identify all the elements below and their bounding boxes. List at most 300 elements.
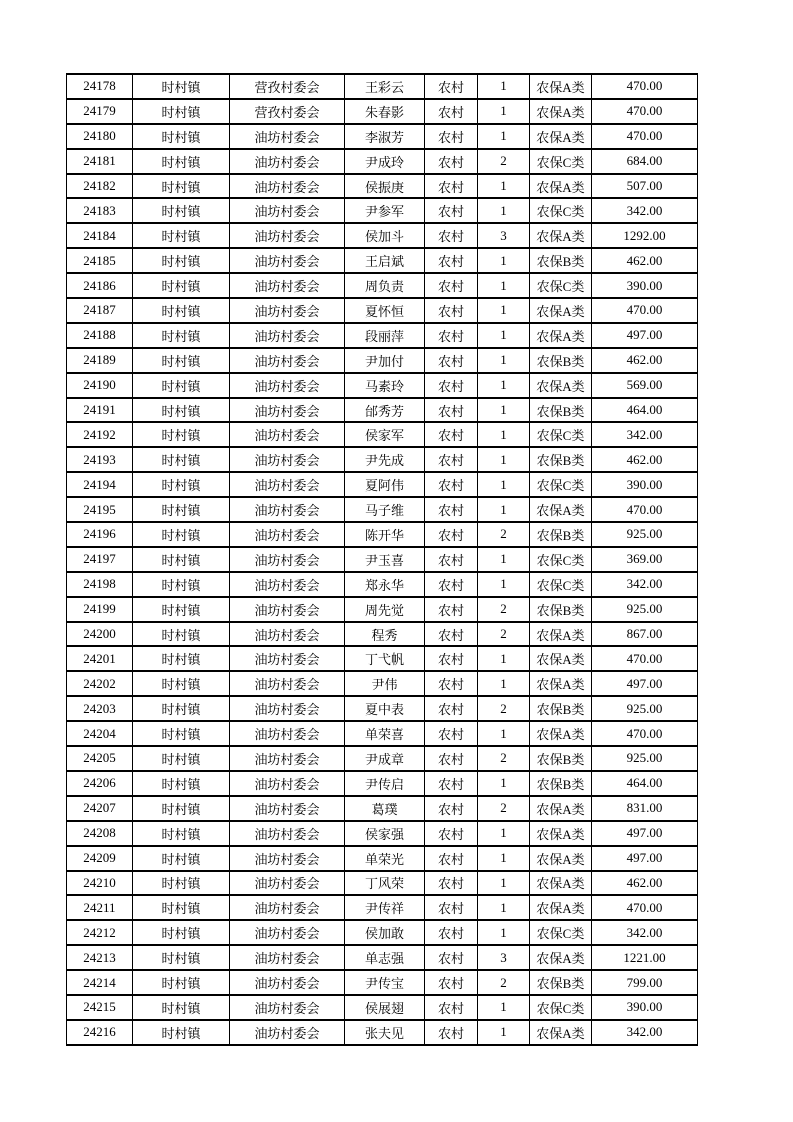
cell-person-count: 1: [478, 398, 530, 423]
table-row: [67, 572, 698, 597]
cell-amount: 390.00: [592, 273, 698, 298]
cell-village-committee: 油坊村委会: [230, 671, 345, 696]
cell-record-id: 24204: [67, 721, 133, 746]
cell-record-id: 24212: [67, 920, 133, 945]
cell-residence-type: 农村: [425, 771, 478, 796]
cell-insurance-category: 农保A类: [530, 497, 592, 522]
cell-town: 时村镇: [133, 572, 230, 597]
cell-village-committee: 营孜村委会: [230, 74, 345, 99]
cell-record-id: 24190: [67, 373, 133, 398]
cell-village-committee: 油坊村委会: [230, 846, 345, 871]
cell-town: 时村镇: [133, 1020, 230, 1045]
cell-town: 时村镇: [133, 74, 230, 99]
table-row: [67, 871, 698, 896]
cell-village-committee: 油坊村委会: [230, 597, 345, 622]
cell-insurance-category: 农保C类: [530, 422, 592, 447]
cell-record-id: 24195: [67, 497, 133, 522]
cell-record-id: 24211: [67, 895, 133, 920]
cell-insurance-category: 农保A类: [530, 174, 592, 199]
cell-town: 时村镇: [133, 198, 230, 223]
cell-town: 时村镇: [133, 547, 230, 572]
cell-insurance-category: 农保A类: [530, 99, 592, 124]
cell-amount: 342.00: [592, 572, 698, 597]
cell-insurance-category: 农保A类: [530, 223, 592, 248]
cell-village-committee: 油坊村委会: [230, 696, 345, 721]
cell-amount: 925.00: [592, 746, 698, 771]
cell-amount: 925.00: [592, 597, 698, 622]
cell-person-count: 1: [478, 472, 530, 497]
cell-amount: 342.00: [592, 920, 698, 945]
cell-record-id: 24202: [67, 671, 133, 696]
cell-amount: 342.00: [592, 198, 698, 223]
table-row: [67, 497, 698, 522]
cell-town: 时村镇: [133, 746, 230, 771]
cell-town: 时村镇: [133, 223, 230, 248]
cell-village-committee: 油坊村委会: [230, 622, 345, 647]
cell-person-count: 1: [478, 895, 530, 920]
table-row: [67, 696, 698, 721]
cell-village-committee: 油坊村委会: [230, 223, 345, 248]
cell-person-count: 3: [478, 223, 530, 248]
cell-record-id: 24184: [67, 223, 133, 248]
cell-village-committee: 油坊村委会: [230, 174, 345, 199]
cell-person-name: 张夫见: [345, 1020, 425, 1045]
cell-record-id: 24209: [67, 846, 133, 871]
cell-village-committee: 油坊村委会: [230, 895, 345, 920]
table-row: [67, 298, 698, 323]
cell-person-count: 2: [478, 696, 530, 721]
cell-village-committee: 油坊村委会: [230, 945, 345, 970]
cell-village-committee: 油坊村委会: [230, 248, 345, 273]
cell-town: 时村镇: [133, 348, 230, 373]
cell-residence-type: 农村: [425, 597, 478, 622]
cell-record-id: 24185: [67, 248, 133, 273]
cell-town: 时村镇: [133, 597, 230, 622]
cell-person-count: 1: [478, 248, 530, 273]
cell-insurance-category: 农保B类: [530, 348, 592, 373]
cell-town: 时村镇: [133, 696, 230, 721]
cell-town: 时村镇: [133, 447, 230, 472]
cell-amount: 462.00: [592, 447, 698, 472]
cell-person-name: 朱春影: [345, 99, 425, 124]
cell-insurance-category: 农保C类: [530, 547, 592, 572]
cell-amount: 799.00: [592, 970, 698, 995]
cell-record-id: 24191: [67, 398, 133, 423]
cell-amount: 867.00: [592, 622, 698, 647]
cell-village-committee: 油坊村委会: [230, 348, 345, 373]
cell-village-committee: 油坊村委会: [230, 273, 345, 298]
table-row: [67, 597, 698, 622]
cell-amount: 390.00: [592, 472, 698, 497]
cell-residence-type: 农村: [425, 622, 478, 647]
table-row: [67, 746, 698, 771]
table-row: [67, 945, 698, 970]
cell-record-id: 24198: [67, 572, 133, 597]
cell-amount: 464.00: [592, 398, 698, 423]
cell-residence-type: 农村: [425, 348, 478, 373]
cell-insurance-category: 农保B类: [530, 746, 592, 771]
cell-amount: 497.00: [592, 671, 698, 696]
table-row: [67, 99, 698, 124]
cell-person-name: 尹加付: [345, 348, 425, 373]
table-row: [67, 970, 698, 995]
cell-record-id: 24200: [67, 622, 133, 647]
cell-insurance-category: 农保A类: [530, 124, 592, 149]
cell-insurance-category: 农保A类: [530, 671, 592, 696]
cell-town: 时村镇: [133, 522, 230, 547]
cell-person-count: 2: [478, 149, 530, 174]
cell-insurance-category: 农保C类: [530, 920, 592, 945]
cell-village-committee: 油坊村委会: [230, 497, 345, 522]
cell-residence-type: 农村: [425, 746, 478, 771]
cell-person-count: 1: [478, 920, 530, 945]
cell-town: 时村镇: [133, 174, 230, 199]
cell-village-committee: 油坊村委会: [230, 398, 345, 423]
table-row: [67, 398, 698, 423]
cell-person-count: 1: [478, 373, 530, 398]
cell-insurance-category: 农保A类: [530, 945, 592, 970]
cell-record-id: 24207: [67, 796, 133, 821]
cell-insurance-category: 农保B类: [530, 597, 592, 622]
table-row: [67, 124, 698, 149]
table-row: [67, 373, 698, 398]
cell-residence-type: 农村: [425, 149, 478, 174]
cell-person-count: 1: [478, 198, 530, 223]
cell-insurance-category: 农保A类: [530, 821, 592, 846]
cell-village-committee: 油坊村委会: [230, 821, 345, 846]
cell-person-count: 2: [478, 597, 530, 622]
cell-town: 时村镇: [133, 646, 230, 671]
cell-residence-type: 农村: [425, 920, 478, 945]
cell-village-committee: 油坊村委会: [230, 646, 345, 671]
cell-village-committee: 油坊村委会: [230, 547, 345, 572]
cell-amount: 684.00: [592, 149, 698, 174]
cell-record-id: 24214: [67, 970, 133, 995]
cell-person-count: 1: [478, 447, 530, 472]
cell-record-id: 24192: [67, 422, 133, 447]
cell-town: 时村镇: [133, 622, 230, 647]
cell-person-count: 1: [478, 846, 530, 871]
cell-person-name: 李淑芳: [345, 124, 425, 149]
cell-record-id: 24186: [67, 273, 133, 298]
cell-town: 时村镇: [133, 248, 230, 273]
cell-residence-type: 农村: [425, 895, 478, 920]
table-row: [67, 74, 698, 99]
table-row: [67, 323, 698, 348]
cell-town: 时村镇: [133, 149, 230, 174]
cell-person-count: 2: [478, 970, 530, 995]
cell-insurance-category: 农保A类: [530, 871, 592, 896]
cell-person-name: 单荣喜: [345, 721, 425, 746]
cell-insurance-category: 农保C类: [530, 273, 592, 298]
cell-town: 时村镇: [133, 721, 230, 746]
cell-person-name: 夏中表: [345, 696, 425, 721]
cell-record-id: 24179: [67, 99, 133, 124]
cell-person-name: 丁风荣: [345, 871, 425, 896]
cell-residence-type: 农村: [425, 298, 478, 323]
table-row: [67, 348, 698, 373]
cell-record-id: 24216: [67, 1020, 133, 1045]
cell-amount: 470.00: [592, 99, 698, 124]
cell-record-id: 24208: [67, 821, 133, 846]
cell-record-id: 24178: [67, 74, 133, 99]
records-table: [66, 73, 698, 1046]
cell-person-count: 1: [478, 871, 530, 896]
cell-amount: 464.00: [592, 771, 698, 796]
cell-person-count: 1: [478, 273, 530, 298]
cell-village-committee: 油坊村委会: [230, 920, 345, 945]
cell-person-count: 1: [478, 422, 530, 447]
cell-residence-type: 农村: [425, 547, 478, 572]
cell-insurance-category: 农保C类: [530, 472, 592, 497]
cell-amount: 470.00: [592, 895, 698, 920]
cell-record-id: 24180: [67, 124, 133, 149]
table-row: [67, 796, 698, 821]
cell-amount: 462.00: [592, 248, 698, 273]
cell-record-id: 24189: [67, 348, 133, 373]
cell-town: 时村镇: [133, 124, 230, 149]
cell-town: 时村镇: [133, 920, 230, 945]
table-row: [67, 248, 698, 273]
cell-residence-type: 农村: [425, 846, 478, 871]
cell-town: 时村镇: [133, 671, 230, 696]
cell-village-committee: 油坊村委会: [230, 124, 345, 149]
cell-record-id: 24183: [67, 198, 133, 223]
cell-person-count: 1: [478, 74, 530, 99]
cell-amount: 497.00: [592, 323, 698, 348]
cell-amount: 1221.00: [592, 945, 698, 970]
cell-person-name: 尹传祥: [345, 895, 425, 920]
cell-person-name: 邰秀芳: [345, 398, 425, 423]
cell-amount: 569.00: [592, 373, 698, 398]
cell-person-count: 2: [478, 522, 530, 547]
cell-village-committee: 油坊村委会: [230, 746, 345, 771]
cell-person-count: 1: [478, 348, 530, 373]
cell-residence-type: 农村: [425, 721, 478, 746]
cell-record-id: 24187: [67, 298, 133, 323]
cell-town: 时村镇: [133, 970, 230, 995]
cell-residence-type: 农村: [425, 174, 478, 199]
cell-person-name: 尹玉喜: [345, 547, 425, 572]
table-row: [67, 821, 698, 846]
table-row: [67, 547, 698, 572]
cell-amount: 342.00: [592, 422, 698, 447]
cell-town: 时村镇: [133, 871, 230, 896]
cell-insurance-category: 农保B类: [530, 522, 592, 547]
cell-residence-type: 农村: [425, 124, 478, 149]
cell-record-id: 24206: [67, 771, 133, 796]
cell-person-name: 尹传宝: [345, 970, 425, 995]
cell-residence-type: 农村: [425, 447, 478, 472]
cell-amount: 369.00: [592, 547, 698, 572]
cell-town: 时村镇: [133, 373, 230, 398]
table-row: [67, 447, 698, 472]
cell-residence-type: 农村: [425, 373, 478, 398]
cell-residence-type: 农村: [425, 422, 478, 447]
cell-town: 时村镇: [133, 298, 230, 323]
cell-residence-type: 农村: [425, 696, 478, 721]
cell-person-name: 郑永华: [345, 572, 425, 597]
cell-record-id: 24194: [67, 472, 133, 497]
cell-insurance-category: 农保A类: [530, 646, 592, 671]
cell-amount: 1292.00: [592, 223, 698, 248]
cell-insurance-category: 农保B类: [530, 970, 592, 995]
cell-village-committee: 油坊村委会: [230, 871, 345, 896]
cell-village-committee: 油坊村委会: [230, 771, 345, 796]
cell-town: 时村镇: [133, 821, 230, 846]
cell-amount: 470.00: [592, 497, 698, 522]
cell-village-committee: 油坊村委会: [230, 472, 345, 497]
cell-residence-type: 农村: [425, 99, 478, 124]
cell-amount: 470.00: [592, 74, 698, 99]
cell-record-id: 24213: [67, 945, 133, 970]
cell-person-count: 2: [478, 622, 530, 647]
table-row: [67, 472, 698, 497]
cell-person-name: 侯展翅: [345, 995, 425, 1020]
cell-record-id: 24197: [67, 547, 133, 572]
cell-person-count: 1: [478, 1020, 530, 1045]
cell-village-committee: 油坊村委会: [230, 572, 345, 597]
cell-residence-type: 农村: [425, 1020, 478, 1045]
cell-person-count: 1: [478, 547, 530, 572]
cell-person-count: 1: [478, 995, 530, 1020]
cell-person-name: 丁弋帆: [345, 646, 425, 671]
cell-person-count: 1: [478, 572, 530, 597]
cell-person-name: 单志强: [345, 945, 425, 970]
cell-person-count: 1: [478, 298, 530, 323]
cell-insurance-category: 农保A类: [530, 846, 592, 871]
cell-person-count: 1: [478, 671, 530, 696]
cell-person-name: 马子维: [345, 497, 425, 522]
cell-town: 时村镇: [133, 323, 230, 348]
table-row: [67, 422, 698, 447]
cell-town: 时村镇: [133, 398, 230, 423]
cell-amount: 470.00: [592, 646, 698, 671]
cell-person-name: 侯家强: [345, 821, 425, 846]
cell-person-name: 周先觉: [345, 597, 425, 622]
cell-amount: 497.00: [592, 846, 698, 871]
cell-amount: 925.00: [592, 522, 698, 547]
cell-person-name: 尹伟: [345, 671, 425, 696]
table-row: [67, 995, 698, 1020]
cell-insurance-category: 农保B类: [530, 248, 592, 273]
cell-residence-type: 农村: [425, 198, 478, 223]
cell-person-name: 尹参军: [345, 198, 425, 223]
cell-residence-type: 农村: [425, 472, 478, 497]
cell-person-name: 马素玲: [345, 373, 425, 398]
cell-person-count: 1: [478, 124, 530, 149]
cell-town: 时村镇: [133, 945, 230, 970]
cell-insurance-category: 农保A类: [530, 721, 592, 746]
table-row: [67, 895, 698, 920]
cell-insurance-category: 农保C类: [530, 572, 592, 597]
table-row: [67, 920, 698, 945]
cell-town: 时村镇: [133, 472, 230, 497]
cell-record-id: 24193: [67, 447, 133, 472]
cell-town: 时村镇: [133, 796, 230, 821]
cell-village-committee: 油坊村委会: [230, 1020, 345, 1045]
table-row: [67, 1020, 698, 1045]
cell-insurance-category: 农保A类: [530, 298, 592, 323]
cell-residence-type: 农村: [425, 671, 478, 696]
cell-person-count: 2: [478, 746, 530, 771]
cell-town: 时村镇: [133, 995, 230, 1020]
cell-residence-type: 农村: [425, 821, 478, 846]
cell-village-committee: 油坊村委会: [230, 198, 345, 223]
cell-residence-type: 农村: [425, 871, 478, 896]
cell-village-committee: 油坊村委会: [230, 796, 345, 821]
cell-insurance-category: 农保A类: [530, 1020, 592, 1045]
cell-insurance-category: 农保C类: [530, 198, 592, 223]
table-row: [67, 622, 698, 647]
cell-person-name: 段丽萍: [345, 323, 425, 348]
cell-town: 时村镇: [133, 99, 230, 124]
cell-town: 时村镇: [133, 771, 230, 796]
cell-village-committee: 营孜村委会: [230, 99, 345, 124]
cell-residence-type: 农村: [425, 522, 478, 547]
cell-residence-type: 农村: [425, 323, 478, 348]
cell-amount: 470.00: [592, 721, 698, 746]
cell-town: 时村镇: [133, 846, 230, 871]
cell-insurance-category: 农保B类: [530, 398, 592, 423]
cell-village-committee: 油坊村委会: [230, 522, 345, 547]
table-row: [67, 522, 698, 547]
cell-person-name: 王启斌: [345, 248, 425, 273]
table-row: [67, 671, 698, 696]
cell-person-count: 1: [478, 821, 530, 846]
cell-record-id: 24203: [67, 696, 133, 721]
cell-person-count: 1: [478, 99, 530, 124]
cell-person-count: 1: [478, 646, 530, 671]
cell-record-id: 24188: [67, 323, 133, 348]
cell-residence-type: 农村: [425, 572, 478, 597]
cell-village-committee: 油坊村委会: [230, 995, 345, 1020]
cell-person-name: 葛璞: [345, 796, 425, 821]
cell-residence-type: 农村: [425, 248, 478, 273]
cell-person-name: 侯家军: [345, 422, 425, 447]
cell-person-count: 1: [478, 771, 530, 796]
cell-person-count: 2: [478, 796, 530, 821]
table-row: [67, 273, 698, 298]
cell-village-committee: 油坊村委会: [230, 298, 345, 323]
cell-record-id: 24205: [67, 746, 133, 771]
cell-residence-type: 农村: [425, 796, 478, 821]
cell-residence-type: 农村: [425, 945, 478, 970]
cell-person-name: 夏怀恒: [345, 298, 425, 323]
table-row: [67, 149, 698, 174]
cell-amount: 462.00: [592, 348, 698, 373]
cell-amount: 831.00: [592, 796, 698, 821]
table-row: [67, 646, 698, 671]
cell-village-committee: 油坊村委会: [230, 721, 345, 746]
table-row: [67, 721, 698, 746]
cell-person-name: 王彩云: [345, 74, 425, 99]
cell-person-name: 尹成章: [345, 746, 425, 771]
cell-person-name: 尹先成: [345, 447, 425, 472]
cell-person-count: 3: [478, 945, 530, 970]
cell-record-id: 24215: [67, 995, 133, 1020]
cell-village-committee: 油坊村委会: [230, 373, 345, 398]
cell-insurance-category: 农保A类: [530, 373, 592, 398]
cell-person-name: 侯振庚: [345, 174, 425, 199]
cell-insurance-category: 农保C类: [530, 149, 592, 174]
cell-person-name: 夏阿伟: [345, 472, 425, 497]
table-row: [67, 198, 698, 223]
cell-record-id: 24181: [67, 149, 133, 174]
cell-amount: 470.00: [592, 124, 698, 149]
cell-village-committee: 油坊村委会: [230, 422, 345, 447]
cell-residence-type: 农村: [425, 970, 478, 995]
